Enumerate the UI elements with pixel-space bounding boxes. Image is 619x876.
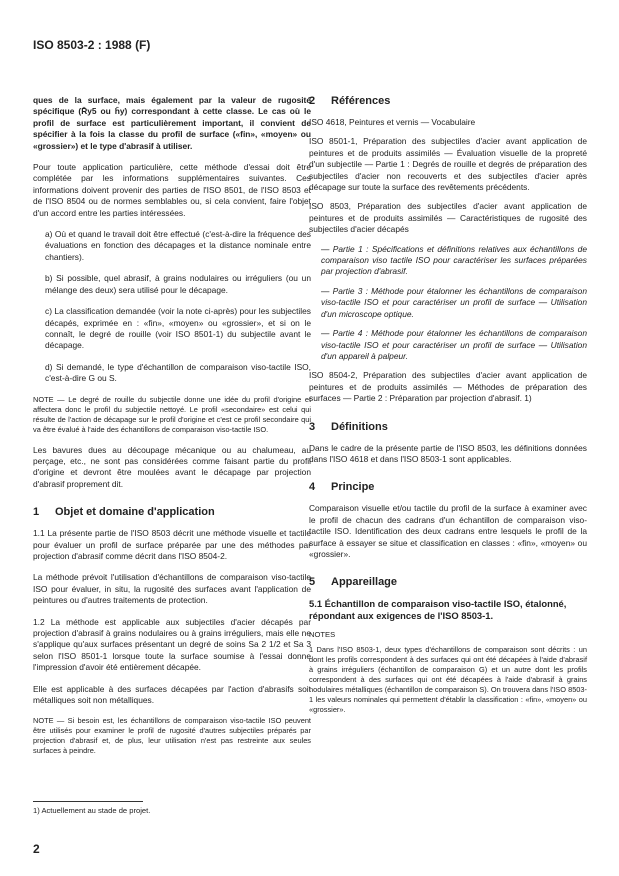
- part-item: — Partie 4 : Méthode pour étalonner les échantillons de comparaison viso-tactile ISO et pour caractériser un profil de surface — Utilisation d'un appareil à palpeur.: [321, 328, 587, 361]
- paragraph: Les bavures dues au découpage mécanique ou au chalumeau, au perçage, etc., ne sont pas considérées comme faisant partie du profil d'origine et devront être moulées avant le décapage par projection d'abrasif proprement dit.: [33, 444, 311, 489]
- note-block: [33, 395, 311, 435]
- footnote: 1) Actuellement au stade de projet.: [33, 806, 151, 815]
- reference: ISO 8504-2, Préparation des subjectiles d'acier avant application de peintures et de produits assimilés — Méthodes de préparation des surfaces — Partie 2 : Préparation par projection d'abrasif. 1): [309, 370, 587, 404]
- section-number: 5: [309, 576, 316, 589]
- paragraph: Pour toute application particulière, cette méthode d'essai doit être complétée par les informations supplémentaires suivantes. Ces informations doivent provenir des parties de l'ISO 8501, de l'ISO 8503 et de l'ISO 8504 ou de normes semblables ou, si cela convient, faire l'objet d'un accord entre les parties intéressées.: [33, 162, 311, 218]
- section-title: Définitions: [331, 420, 388, 433]
- notes-title: NOTES: [309, 630, 336, 640]
- section-heading: [309, 481, 587, 493]
- section-heading: [309, 421, 587, 433]
- footnote-divider: [33, 801, 143, 802]
- note: NOTE — Le degré de rouille du subjectile donne une idée du profil d'origine et affectera donc le profil du subjectile nettoyé. Le profil «secondaire» est celui qui résulte de l'action de décapage sur le profil d'origine et c'est ce profil secondaire qui va être évalué à l'aide des échantillons de comparaison viso-tactile ISO.: [33, 394, 311, 434]
- paragraph: Elle est applicable à des surfaces décapées par l'action d'abrasifs soit métalliques soit non métalliques.: [33, 683, 311, 706]
- reference: ISO 4618, Peintures et vernis — Vocabulaire: [309, 117, 476, 127]
- section-title: Principe: [331, 481, 375, 494]
- paragraph: Dans le cadre de la présente partie de l'ISO 8503, les définitions données dans l'ISO 4618 et dans l'ISO 8503-1 sont applicables.: [309, 442, 587, 464]
- info-list: [33, 229, 311, 384]
- paragraph: La méthode prévoit l'utilisation d'échantillons de comparaison viso-tactile ISO pour évaluer, in situ, la rugosité des surfaces avant l'application de peintures ou d'autres traitements de protection.: [33, 572, 311, 606]
- note: NOTE — Si besoin est, les échantillons de comparaison viso-tactile ISO peuvent être utilisés pour examiner le profil de rugosité d'autres subjectiles préparés par projection d'abrasif et, de plus, leur utilisation n'est pas restreinte aux seules surfaces à peindre.: [33, 716, 311, 756]
- note-block: [309, 645, 587, 715]
- clause: 1.1 La présente partie de l'ISO 8503 décrit une méthode visuelle et tactile pour évaluer un profil de surface préparée par une des méthodes par projection d'abrasif comme décrit dans l'ISO 8504-2.: [33, 528, 311, 561]
- section-heading: [33, 506, 311, 518]
- page-number: 2: [33, 842, 40, 856]
- part-item: — Partie 1 : Spécifications et définitions relatives aux échantillons de comparaison viso tactile ISO pour caractériser les surfaces préparées par projection d'abrasif.: [321, 243, 587, 277]
- section-number: 2: [309, 95, 316, 107]
- list-item: b) Si possible, quel abrasif, à grains nodulaires ou irréguliers (ou un mélange des deux) sera utilisé pour le décapage.: [45, 273, 311, 295]
- section-title: Objet et domaine d'application: [55, 506, 215, 519]
- note-block: [33, 716, 311, 756]
- list-item: a) Où et quand le travail doit être effectué (c'est-à-dire la fréquence des évaluations en fonction des décapages et la distance nominale entre chantiers).: [45, 229, 311, 262]
- references-list: [309, 117, 587, 405]
- parts-list: [309, 244, 587, 363]
- section-number: 1: [33, 506, 40, 519]
- subsection-heading: 5.1 Échantillon de comparaison viso-tactile ISO, étalonné, répondant aux exigences de l'ISO 8503-1.: [309, 598, 567, 622]
- reference: ISO 8503, Préparation des subjectiles d'acier avant application de peintures et de produits assimilés — Caractéristiques de rugosité des subjectiles d'acier décapés: [309, 201, 587, 235]
- reference: ISO 8501-1, Préparation des subjectiles d'acier avant application de peintures et de produits assimilés — Évaluation visuelle de la propreté d'un subjectile — Partie 1 : Degrés de rouille et degrés de préparation des subjectiles d'acier non recouverts et des subjectiles d'acier après décapage sur toute la surface des revêtements précédents.: [309, 136, 587, 193]
- list-item: c) La classification demandée (voir la note ci-après) pour les subjectiles décapés, exprimée en : «fin», «moyen» ou «grossier», et si on le connaît, le degré de rouille (voir ISO 8501-1) du subjectile avant le décapage.: [45, 306, 311, 351]
- section-heading: [309, 576, 587, 588]
- part-item: — Partie 3 : Méthode pour étalonner les échantillons de comparaison viso-tactile ISO et pour caractériser un profil de surface — Utilisation d'un microscope optique.: [321, 285, 587, 319]
- list-item: d) Si demandé, le type d'échantillon de comparaison viso-tactile ISO, c'est-à-dire G ou S.: [45, 361, 311, 384]
- document-header: ISO 8503-2 : 1988 (F): [33, 38, 151, 52]
- section-number: 3: [309, 420, 316, 433]
- section-heading: [309, 95, 587, 107]
- paragraph: Comparaison visuelle et/ou tactile du profil de la surface à examiner avec le profil de chacun des cadrans d'un échantillon de comparaison viso-tactile ISO. Identification des deux cadrans entre lesquels le profil de la surface à essayer se situe et classification en classes : «fin», «moyen» ou «grossier».: [309, 503, 587, 559]
- right-column: [309, 95, 587, 725]
- left-column: [33, 95, 311, 766]
- section-title: Appareillage: [331, 576, 398, 589]
- intro-paragraph: ques de la surface, mais également par la valeur de rugosité spécifique (R̄y5 ou h̄y) correspondant à cette classe. Le cas où le profil de surface est particulièrement important, il convient de spécifier à la fois la classe du profil de surface («fin», «moyen» ou «grossier») et le type d'abrasif à utiliser.: [33, 95, 311, 151]
- note: 1 Dans l'ISO 8503-1, deux types d'échantillons de comparaison sont décrits : un dont les profils correspondent à des surfaces qui ont été décapées à l'aide d'abrasif à grains irréguliers (échantillon de comparaison G) et un autre dont les profils correspondent à des surfaces qui ont été décapées à l'aide d'abrasif à grains nodulaires métalliques (échantillon de comparaison S). On trouvera dans l'ISO 8503-1 les valeurs nominales qui permettent d'établir la classification : «fin», «moyen» ou «grossier».: [309, 645, 587, 715]
- section-number: 4: [309, 481, 316, 494]
- section-title: Références: [331, 95, 391, 107]
- clause: 1.2 La méthode est applicable aux subjectiles d'acier décapés par projection d'abrasif à grains nodulaires ou à grains irréguliers, mais elle ne s'applique qu'aux surfaces présentant un degré de soins Sa 2 1/2 et Sa 3 selon l'ISO 8501-1 lorsque toute la surface soumise à l'essai donne l'impression d'avoir été entièrement décapée.: [33, 616, 311, 673]
